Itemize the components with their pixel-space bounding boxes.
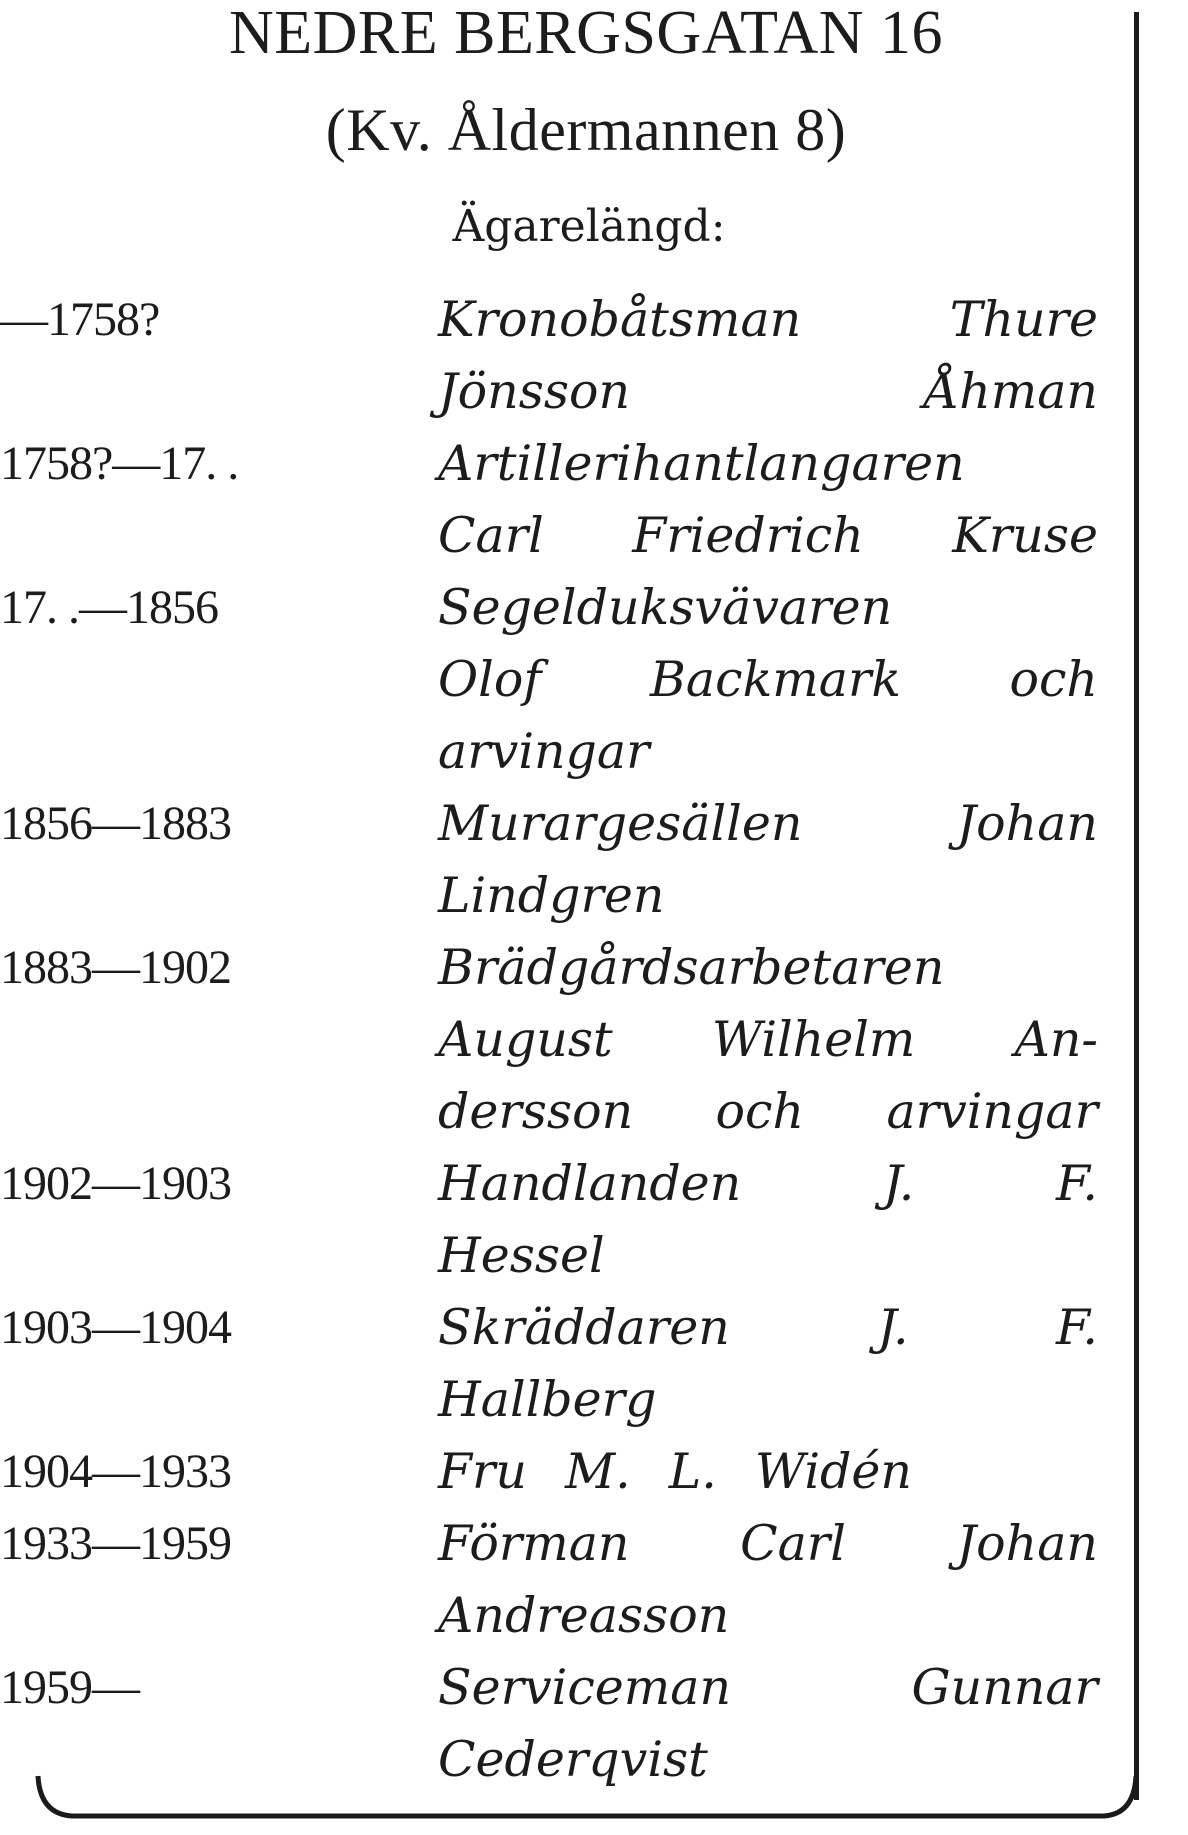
owner-name-word: Johan: [956, 795, 1098, 852]
owner-name-word: Carl: [740, 1515, 846, 1572]
owner-name-word: Lindgren: [438, 867, 665, 924]
owner-name-word: Wilhelm: [711, 1011, 916, 1068]
owner-name-word: F.: [1056, 1155, 1098, 1212]
owner-name-line: [438, 1436, 912, 1508]
owner-name-word: Handlanden: [438, 1155, 742, 1212]
owner-period: 1758?—17. .: [0, 437, 239, 490]
owner-name-word: Segelduksvävaren: [438, 579, 893, 636]
owner-name-word: Backmark: [649, 651, 902, 708]
right-border-rule: [1134, 12, 1139, 1800]
owner-name-line: [438, 572, 1098, 644]
owner-period: 1902—1903: [0, 1157, 231, 1210]
block-subtitle: (Kv. Åldermannen 8): [325, 97, 847, 163]
owner-name-line: [438, 716, 1098, 788]
owner-entry: [0, 428, 1140, 572]
owner-name-line: [438, 500, 1098, 572]
owner-list: [0, 284, 1140, 1796]
owner-name-word: Widén: [754, 1443, 912, 1500]
owner-name-word: Murargesällen: [438, 795, 803, 852]
owner-name-word: Fru: [438, 1443, 527, 1500]
owner-name-word: M.: [564, 1443, 631, 1500]
owner-name-line: [438, 1148, 1098, 1220]
owner-list-heading: Ägarelängd:: [452, 201, 726, 252]
owner-name-word: Cederqvist: [438, 1731, 708, 1788]
owner-name-word: Hallberg: [438, 1371, 657, 1428]
owner-entry: [0, 1436, 1140, 1508]
bottom-border-rule: [0, 1768, 1188, 1835]
owner-name-line: [438, 1580, 1098, 1652]
owner-name-line: [438, 356, 1098, 428]
owner-name-line: [438, 1508, 1098, 1580]
owner-name-word: Jönsson: [438, 363, 631, 420]
owner-entry: [0, 284, 1140, 428]
owner-name-word: Serviceman: [438, 1659, 732, 1716]
owner-name-word: och: [1009, 651, 1098, 708]
owner-name-word: An-: [1014, 1011, 1098, 1068]
owner-name-word: Förman: [438, 1515, 630, 1572]
owner-name-word: Friedrich: [632, 507, 864, 564]
owner-period: 1933—1959: [0, 1517, 231, 1570]
owner-name-line: [438, 1364, 1098, 1436]
owner-name-line: [438, 1292, 1098, 1364]
owner-name-word: L.: [668, 1443, 717, 1500]
owner-name-word: och: [715, 1083, 805, 1140]
owner-name-line: [438, 788, 1098, 860]
owner-name-word: Andreasson: [438, 1587, 730, 1644]
owner-name-word: F.: [1056, 1299, 1098, 1356]
owner-name-word: Brädgårdsarbetaren: [438, 939, 945, 996]
owner-entry: [0, 1508, 1140, 1652]
owner-name-line: [438, 932, 1098, 1004]
owner-name-line: [438, 1652, 1098, 1724]
owner-name-word: Gunnar: [911, 1659, 1098, 1716]
owner-name-line: [438, 1220, 1098, 1292]
owner-name-word: Skräddaren: [438, 1299, 730, 1356]
owner-entry: [0, 572, 1140, 788]
owner-entry: [0, 788, 1140, 932]
owner-name-line: [438, 644, 1098, 716]
owner-name-word: Kronobåtsman: [438, 291, 802, 348]
owner-name-line: [438, 1004, 1098, 1076]
owner-entry: [0, 1148, 1140, 1292]
owner-period: 1959—: [0, 1661, 139, 1714]
owner-period: 17. .—1856: [0, 581, 218, 634]
street-title: NEDRE BERGSGATAN 16: [228, 0, 944, 67]
owner-name-word: August: [438, 1011, 613, 1068]
owner-name-word: Johan: [956, 1515, 1098, 1572]
owner-name-word: arvingar: [438, 723, 650, 780]
owner-name-word: Thure: [949, 291, 1098, 348]
owner-entry: [0, 1292, 1140, 1436]
owner-name-line: [438, 860, 1098, 932]
owner-name-word: J.: [877, 1299, 909, 1356]
owner-name-line: [438, 1076, 1098, 1148]
owner-name-word: Artillerihantlangaren: [438, 435, 965, 492]
owner-name-word: dersson: [438, 1083, 634, 1140]
owner-name-word: Åhman: [923, 363, 1098, 420]
owner-name-line: [438, 284, 1098, 356]
owner-period: 1883—1902: [0, 941, 231, 994]
owner-name-word: J.: [882, 1155, 915, 1212]
owner-name-word: Hessel: [438, 1227, 605, 1284]
owner-name-word: Olof: [438, 651, 542, 708]
owner-name-word: arvingar: [886, 1083, 1098, 1140]
owner-period: —1758?: [0, 293, 160, 346]
owner-name-word: Carl: [438, 507, 544, 564]
owner-period: 1903—1904: [0, 1301, 231, 1354]
owner-entry: [0, 932, 1140, 1148]
owner-name-line: [438, 428, 1098, 500]
owner-period: 1856—1883: [0, 797, 231, 850]
owner-period: 1904—1933: [0, 1445, 231, 1498]
owner-name-word: Kruse: [952, 507, 1098, 564]
